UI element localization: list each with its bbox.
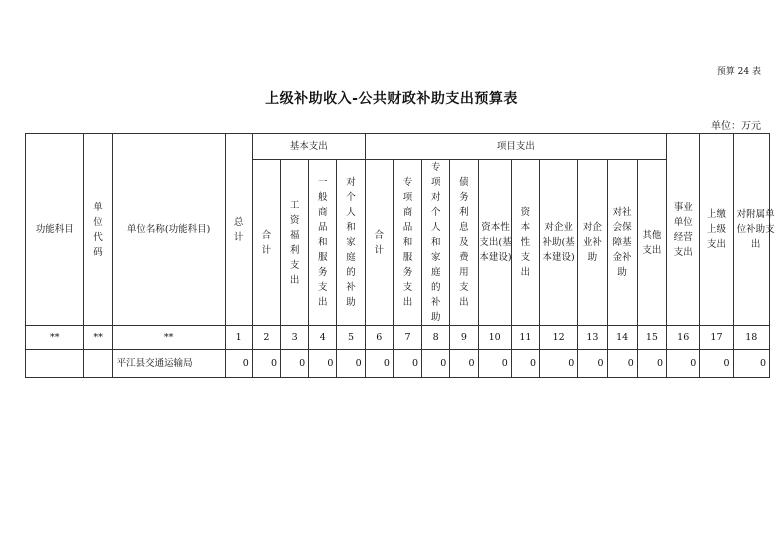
index-cell: 14	[607, 326, 637, 350]
value-cell: 0	[478, 350, 511, 378]
index-cell: **	[112, 326, 225, 350]
header-wage: 工资福利支出	[280, 160, 308, 326]
index-cell: 9	[450, 326, 478, 350]
index-cell: 6	[365, 326, 393, 350]
cell-func-subject	[26, 350, 84, 378]
value-cell: 0	[511, 350, 539, 378]
index-cell: 10	[478, 326, 511, 350]
cell-unit-name: 平江县交通运输局	[112, 350, 225, 378]
header-total: 总计	[225, 134, 252, 326]
header-social: 对社会保障基金补助	[607, 160, 637, 326]
budget-table	[25, 133, 775, 378]
header-unit-code: 单位代码	[84, 134, 112, 326]
header-other: 其他支出	[637, 160, 666, 326]
value-cell: 0	[667, 350, 700, 378]
header-project: 项目支出	[365, 134, 666, 160]
index-cell: **	[84, 326, 112, 350]
value-cell: 0	[733, 350, 769, 378]
header-debt: 债务利息及费用支出	[450, 160, 478, 326]
header-capital: 资本性支出	[511, 160, 539, 326]
index-cell: **	[26, 326, 84, 350]
index-cell: 2	[252, 326, 280, 350]
index-row	[26, 326, 770, 350]
index-cell: 16	[667, 326, 700, 350]
index-cell: 12	[540, 326, 578, 350]
value-cell: 0	[337, 350, 365, 378]
header-proj-goods: 专项商品和服务支出	[393, 160, 421, 326]
index-cell: 17	[700, 326, 733, 350]
header-business: 事业单位经营支出	[667, 134, 700, 326]
value-cell: 0	[578, 350, 607, 378]
index-cell: 1	[225, 326, 252, 350]
value-cell: 0	[225, 350, 252, 378]
header-basic-subtotal: 合计	[252, 160, 280, 326]
index-cell: 8	[422, 326, 450, 350]
header-enterprise: 对企业补助	[578, 160, 607, 326]
header-enterprise-build: 对企业补助(基本建设)	[540, 160, 578, 326]
value-cell: 0	[540, 350, 578, 378]
cell-unit-code	[84, 350, 112, 378]
index-cell: 18	[733, 326, 769, 350]
value-cell: 0	[309, 350, 337, 378]
value-cell: 0	[450, 350, 478, 378]
header-goods: 一般商品和服务支出	[309, 160, 337, 326]
table-row	[26, 350, 770, 378]
table-title: 上级补助收入-公共财政补助支出预算表	[265, 91, 518, 107]
header-basic: 基本支出	[252, 134, 365, 160]
value-cell: 0	[365, 350, 393, 378]
header-remit: 上缴上级支出	[700, 134, 733, 326]
value-cell: 0	[252, 350, 280, 378]
value-cell: 0	[280, 350, 308, 378]
header-proj-personal: 专项对个人和家庭的补助	[422, 160, 450, 326]
header-personal: 对个人和家庭的补助	[337, 160, 365, 326]
page-number: 预算 24 表	[716, 67, 761, 77]
value-cell: 0	[422, 350, 450, 378]
value-cell: 0	[637, 350, 666, 378]
value-cell: 0	[607, 350, 637, 378]
index-cell: 5	[337, 326, 365, 350]
index-cell: 7	[393, 326, 421, 350]
index-cell: 15	[637, 326, 666, 350]
index-cell: 4	[309, 326, 337, 350]
header-unit-name: 单位名称(功能科目)	[112, 134, 225, 326]
header-project-subtotal: 合计	[365, 160, 393, 326]
index-cell: 11	[511, 326, 539, 350]
header-row-1	[26, 134, 770, 160]
unit-label: 单位：万元	[711, 121, 761, 132]
index-cell: 13	[578, 326, 607, 350]
header-func-subject: 功能科目	[26, 134, 84, 326]
value-cell: 0	[393, 350, 421, 378]
value-cell: 0	[700, 350, 733, 378]
header-affiliate: 对附属单位补助支出	[733, 134, 769, 326]
index-cell: 3	[280, 326, 308, 350]
header-capital-build: 资本性支出(基本建设)	[478, 160, 511, 326]
